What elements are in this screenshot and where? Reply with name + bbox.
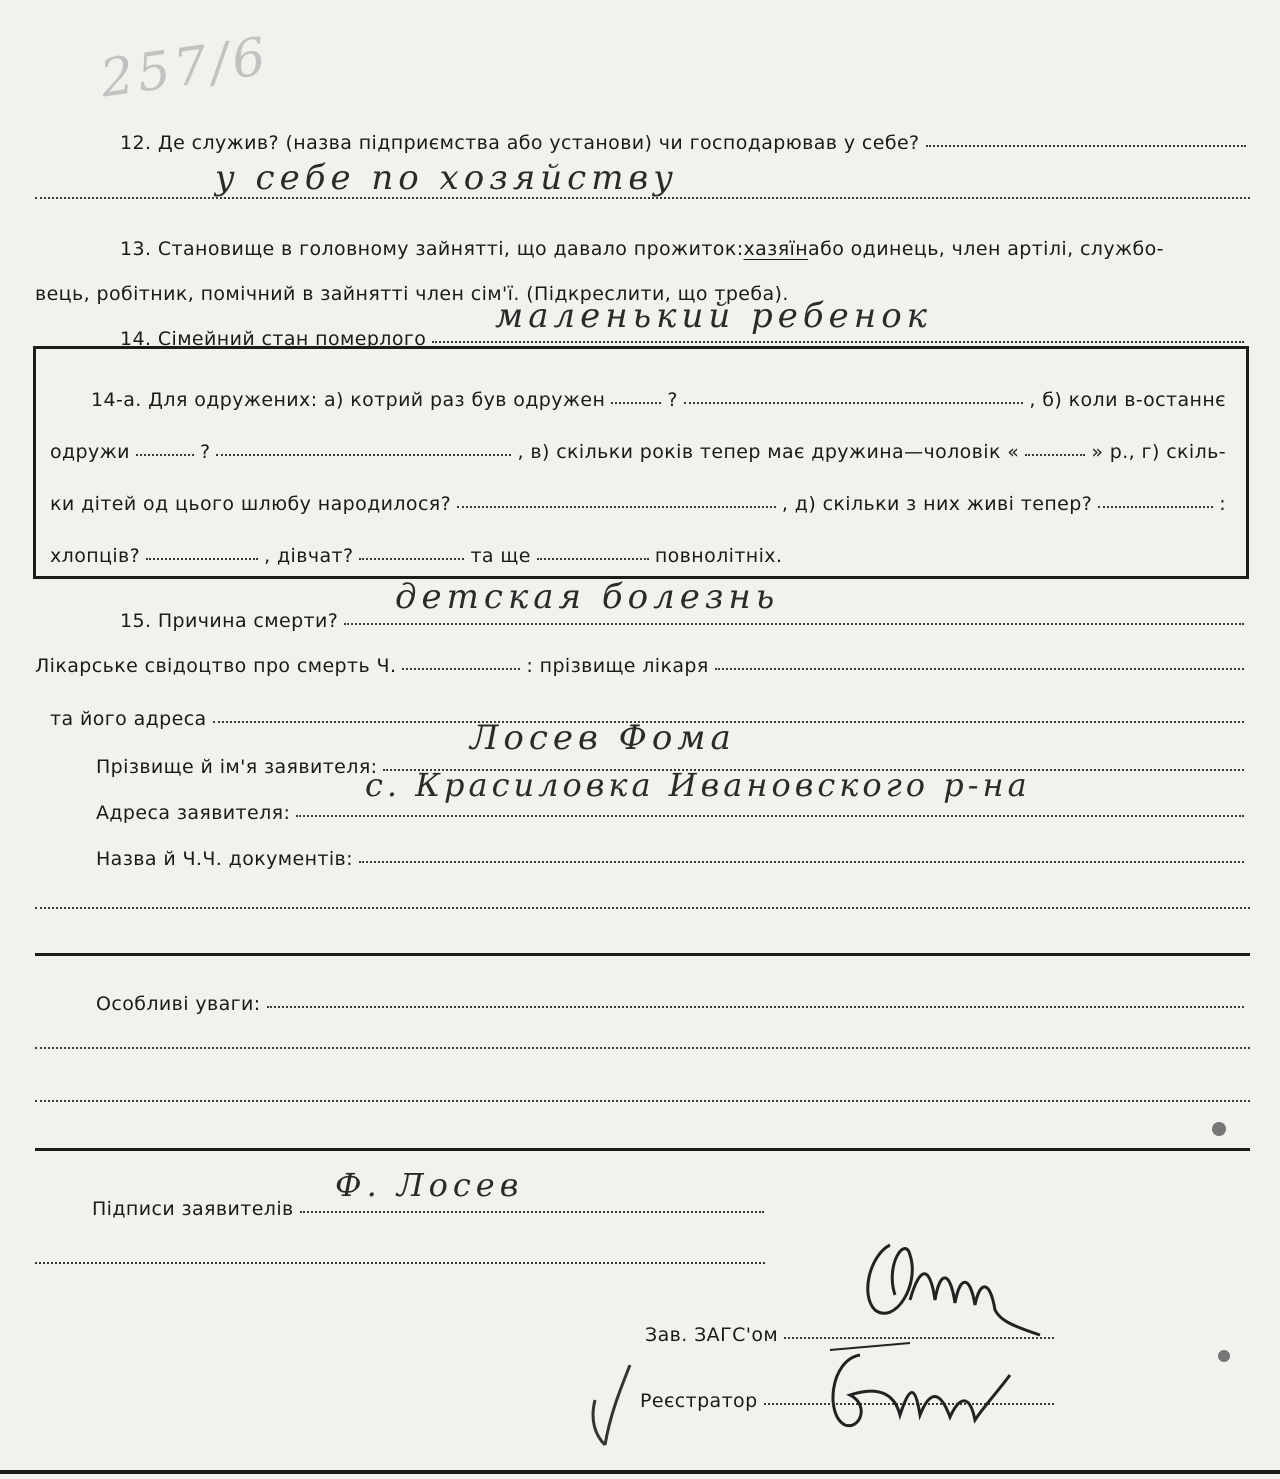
q14a-row-4 — [36, 527, 1246, 567]
remarks-extra-line-2 — [35, 1100, 1250, 1102]
remarks-extra-line-1 — [35, 1047, 1250, 1049]
applicant-signatures-line — [300, 1211, 764, 1213]
q12-row — [0, 114, 1280, 154]
q15-label: 15. Причина смерти? — [120, 610, 339, 632]
q14a-fill-2c — [1025, 454, 1085, 456]
applicant-signature: Ф. Лосев — [335, 1166, 524, 1204]
q14a-fill-1a — [611, 402, 661, 404]
doctor-name-label: : прізвище лікаря — [526, 655, 709, 677]
q14a-mark-2: ? — [199, 441, 211, 463]
registrar-label: Реєстратор — [640, 1390, 758, 1412]
section-divider-2 — [35, 1148, 1250, 1151]
documents-label: Назва й Ч.Ч. документів: — [96, 848, 353, 870]
doctor-address-label: та його адреса — [50, 708, 207, 730]
q15-fill-line — [344, 623, 1244, 625]
documents-row — [0, 830, 1280, 870]
head-registry-label: Зав. ЗАГС'ом — [645, 1324, 779, 1346]
applicant-name-answer: Лосев Фома — [470, 718, 736, 758]
head-registry-signature — [850, 1225, 1050, 1345]
doctor-certificate-number-line — [402, 668, 520, 670]
q14a-fill-2b — [216, 454, 511, 456]
q14a-fill-girls — [359, 558, 464, 560]
applicant-signatures-extra-line — [35, 1262, 765, 1264]
remarks-line — [267, 1006, 1244, 1008]
q14a-children-born: ки дітей од цього шлюбу народилося? — [50, 493, 452, 515]
stamp-speck — [1212, 1122, 1226, 1136]
q14a-question-a: 14-а. Для одружених: а) котрий раз був одружен — [91, 389, 606, 411]
q14a-children-alive: , д) скільки з них живі тепер? — [781, 493, 1093, 515]
q14a-fill-boys — [146, 558, 258, 560]
archive-mark: 257/6 — [96, 26, 274, 110]
doctor-certificate-label: Лікарське свідоцтво про смерть Ч. — [35, 655, 397, 677]
q15-answer: детская болезнь — [395, 577, 780, 617]
registrar-signature — [800, 1335, 1020, 1445]
q14a-married-word: одружи — [50, 441, 130, 463]
q14a-married-box — [33, 346, 1249, 579]
q13-text-line2: вець, робітник, помічний в зайнятті член сім'ї. (Підкреслити, що треба). — [35, 283, 789, 305]
q14a-fill-1b — [684, 402, 1024, 404]
pencil-mark — [575, 1360, 645, 1460]
documents-line — [359, 861, 1244, 863]
q14a-boys-label: хлопців? — [50, 545, 141, 567]
q14a-fill-3b — [1098, 506, 1213, 508]
q14-label: 14. Сімейний стан померлого — [120, 328, 427, 350]
stamp-speck — [1218, 1350, 1230, 1362]
applicant-address-label: Адреса заявителя: — [96, 802, 291, 824]
q14a-fill-adult — [537, 558, 649, 560]
q14-answer: маленький ребенок — [495, 296, 932, 336]
q14a-adult-label: повнолітніх. — [654, 545, 783, 567]
applicant-signatures-label: Підписи заявителів — [92, 1198, 294, 1220]
q14a-question-b: , б) коли в-останнє — [1029, 389, 1226, 411]
page-bottom-edge — [0, 1470, 1280, 1474]
doctor-name-line — [715, 668, 1244, 670]
q14a-row-2 — [36, 423, 1246, 463]
section-divider-1 — [35, 953, 1250, 956]
applicant-address-answer: с. Красиловка Ивановского р-на — [365, 766, 1031, 804]
q13-row-1 — [0, 220, 1280, 260]
q14a-girls-label: , дівчат? — [264, 545, 354, 567]
q13-text-start: 13. Становище в головному зайнятті, що давало прожиток: — [120, 238, 744, 260]
remarks-label: Особливі уваги: — [96, 993, 261, 1015]
q14a-row-1 — [36, 371, 1246, 411]
doctor-row — [0, 637, 1280, 677]
q14a-colon: : — [1219, 493, 1226, 515]
q14-fill-line — [432, 341, 1244, 343]
applicant-name-label: Прізвище й ім'я заявителя: — [96, 756, 378, 778]
q14a-question-c: , в) скільки років тепер має дружина—чоловік « — [517, 441, 1020, 463]
applicant-address-line — [296, 815, 1244, 817]
q14a-question-g: » р., г) скіль- — [1091, 441, 1226, 463]
q14a-fill-2a — [136, 454, 194, 456]
q12-label: 12. Де служив? (назва підприємства або установи) чи господарював у себе? — [120, 132, 920, 154]
q14a-row-3 — [36, 475, 1246, 515]
q12-answer: у себе по хозяйству — [215, 158, 678, 198]
q12-fill-line — [926, 145, 1246, 147]
q14a-mark-1: ? — [667, 389, 678, 411]
remarks-row — [0, 975, 1280, 1015]
q14a-also-label: та ще — [470, 545, 531, 567]
q14a-fill-3a — [457, 506, 776, 508]
q13-text-end: або одинець, член артілі, службо- — [808, 238, 1164, 260]
q13-underlined-option: хазяїн — [743, 238, 809, 260]
documents-extra-line — [35, 907, 1250, 909]
